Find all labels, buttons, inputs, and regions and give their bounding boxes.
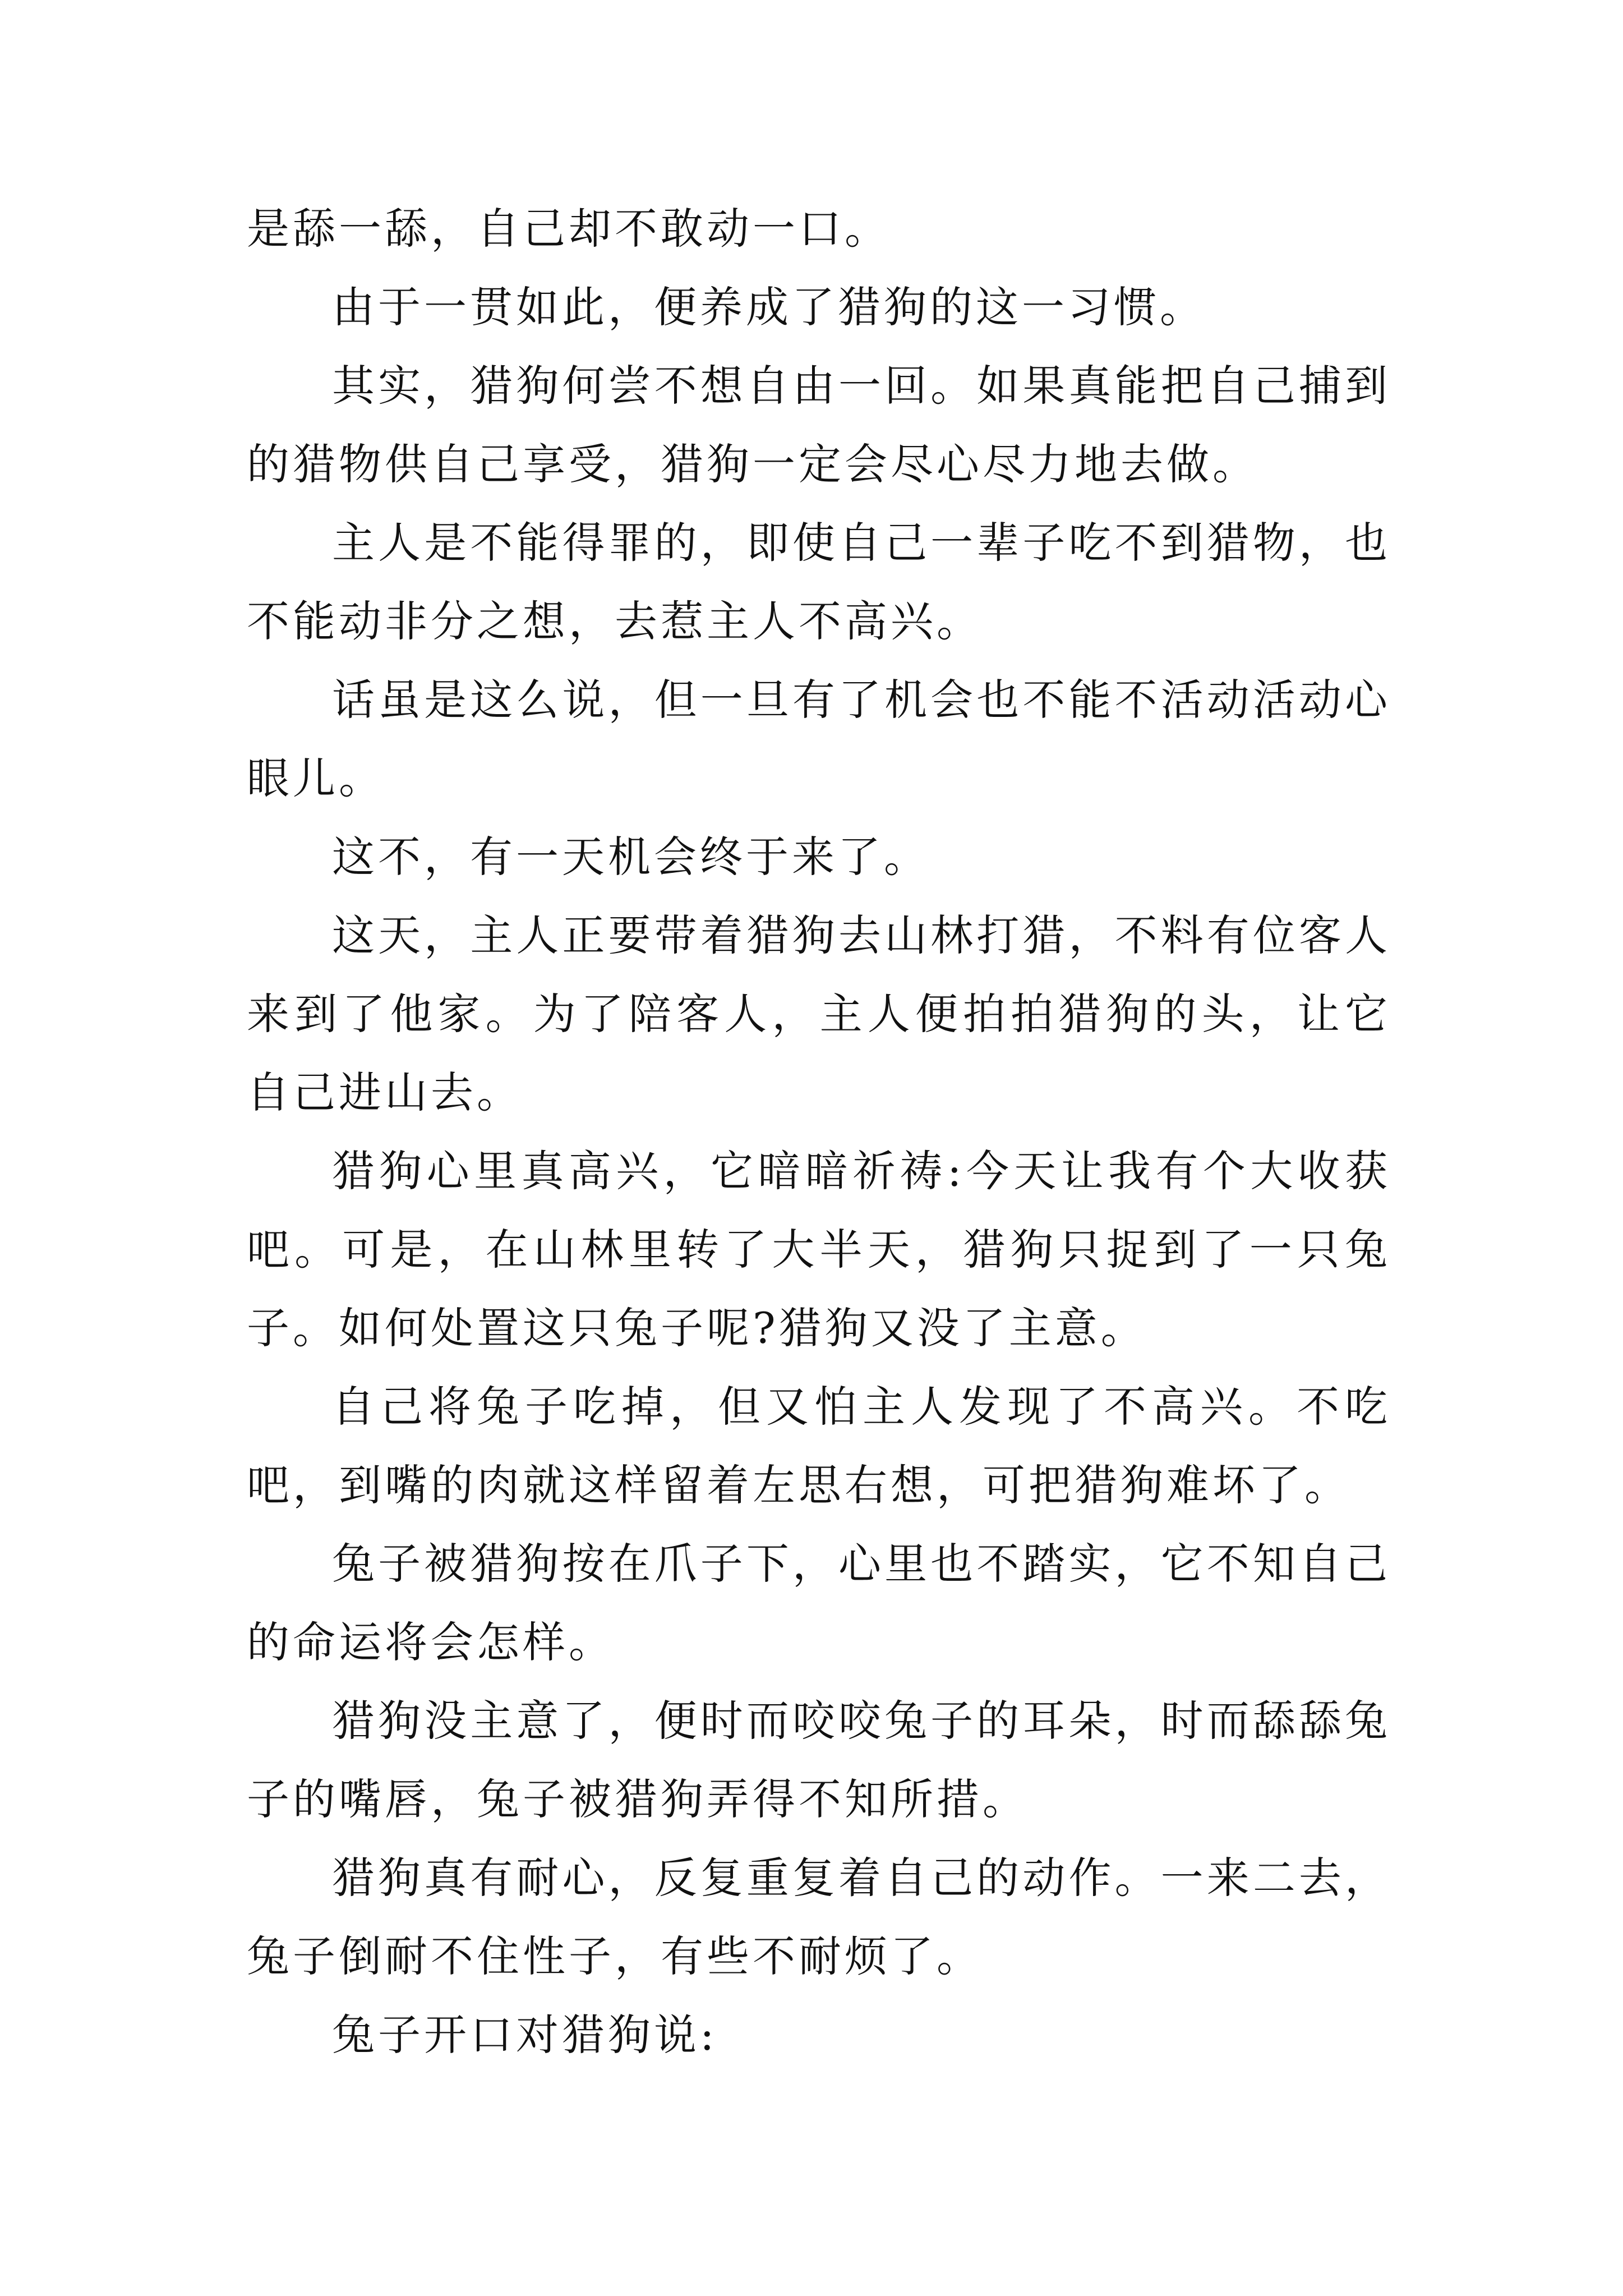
paragraph-2: 由于一贯如此，便养成了猎狗的这一习惯。 bbox=[332, 282, 1206, 332]
paragraph-8: 猎狗心里真高兴，它暗暗祈祷:今天让我有个大收获吧。可是，在山林里转了大半天，猎狗只捉到了一只兔子。如何处置这只兔子呢?猎狗又没了主意。 bbox=[247, 1146, 1391, 1353]
paragraph-3: 其实，猎狗何尝不想自由一回。如果真能把自己捕到的猎物供自己享受，猎狗一定会尽心尽力地去做。 bbox=[247, 361, 1391, 489]
paragraph-1: 是舔一舔，自己却不敢动一口。 bbox=[247, 204, 891, 254]
paragraph-5: 话虽是这么说，但一旦有了机会也不能不活动活动心眼儿。 bbox=[247, 675, 1391, 803]
body-text bbox=[247, 190, 1391, 2074]
paragraph-7: 这天，主人正要带着猎狗去山林打猎，不料有位客人来到了他家。为了陪客人，主人便拍拍猎狗的头，让它自己进山去。 bbox=[247, 910, 1391, 1117]
paragraph-6: 这不，有一天机会终于来了。 bbox=[332, 832, 930, 882]
paragraph-12: 猎狗真有耐心，反复重复着自己的动作。一来二去，兔子倒耐不住性子，有些不耐烦了。 bbox=[247, 1853, 1391, 1981]
paragraph-13: 兔子开口对猎狗说: bbox=[332, 2010, 718, 2060]
paragraph-4: 主人是不能得罪的，即使自己一辈子吃不到猎物，也不能动非分之想，去惹主人不高兴。 bbox=[247, 518, 1391, 646]
paragraph-9: 自己将兔子吃掉，但又怕主人发现了不高兴。不吃吧，到嘴的肉就这样留着左思右想，可把猎狗难坏了。 bbox=[247, 1382, 1391, 1510]
paragraph-10: 兔子被猎狗按在爪子下，心里也不踏实，它不知自己的命运将会怎样。 bbox=[247, 1539, 1391, 1667]
paragraph-11: 猎狗没主意了，便时而咬咬兔子的耳朵，时而舔舔兔子的嘴唇，兔子被猎狗弄得不知所措。 bbox=[247, 1696, 1391, 1824]
